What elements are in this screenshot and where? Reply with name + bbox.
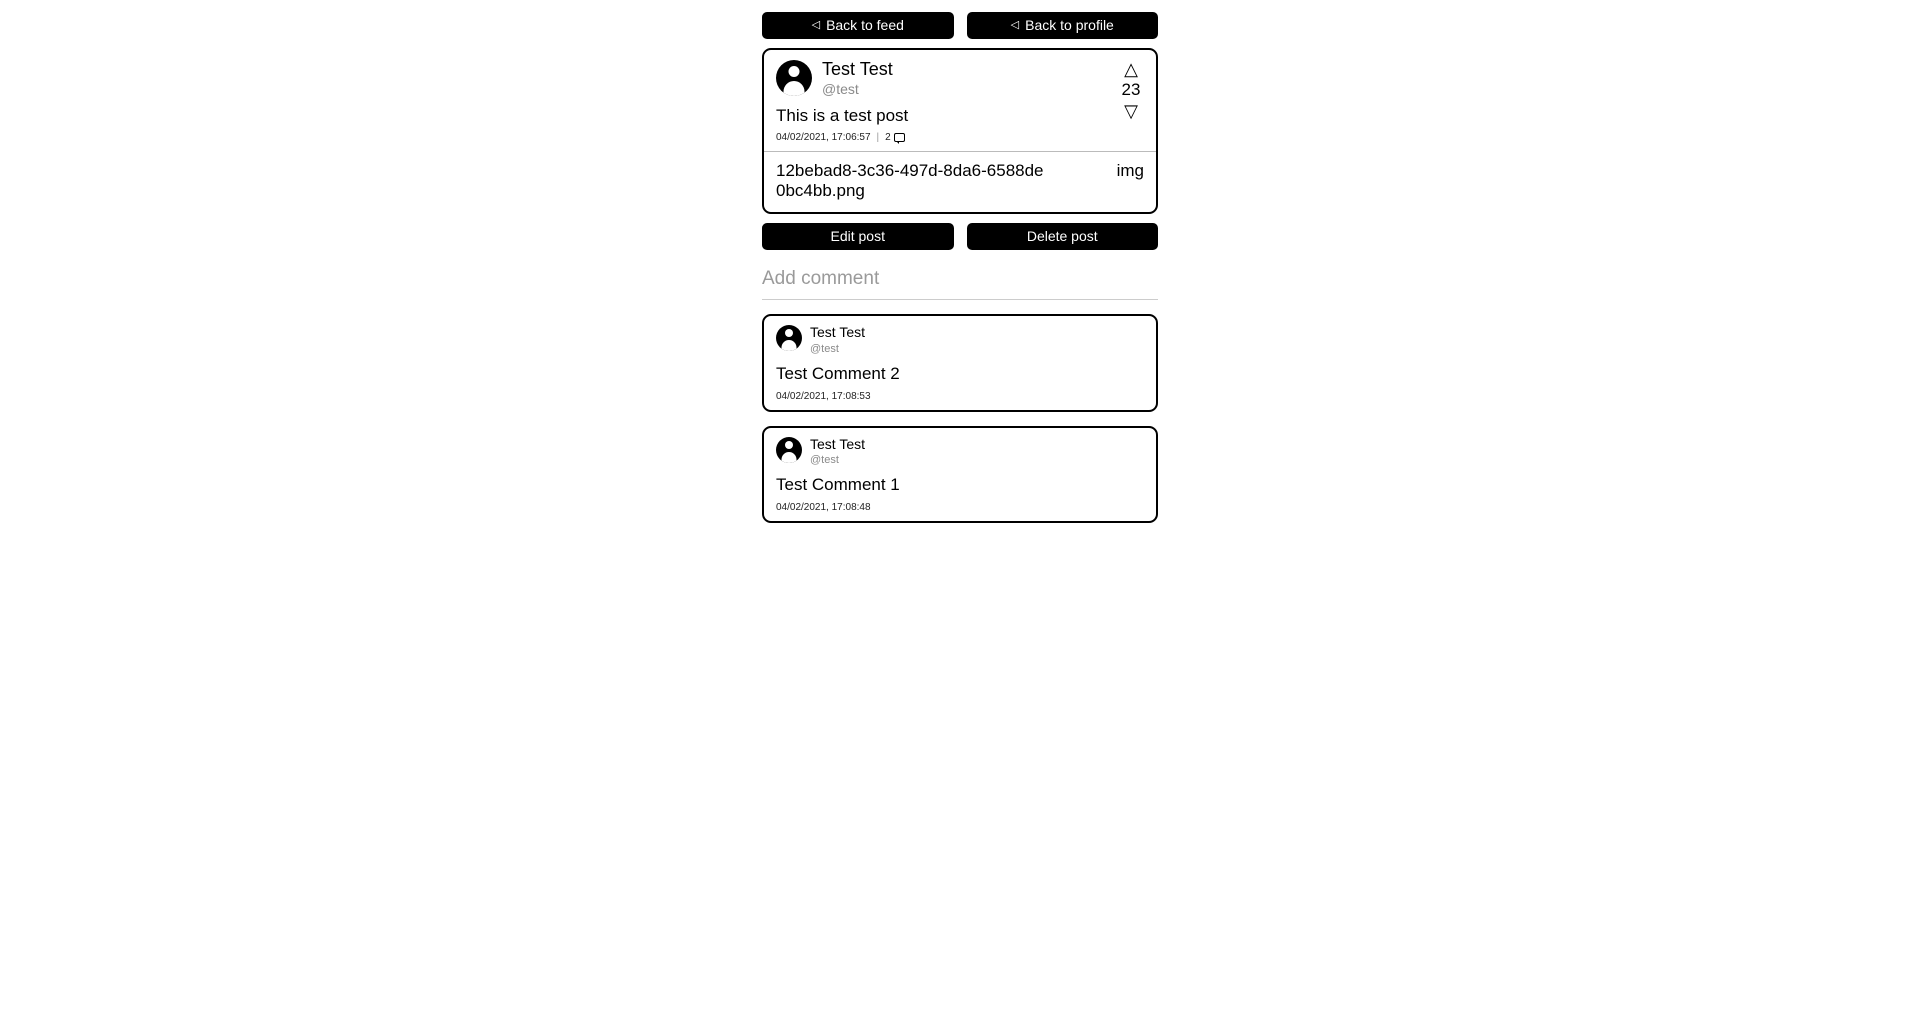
vote-column: [1116, 60, 1146, 120]
comment-body-text: Test Comment 2: [776, 363, 900, 383]
back-to-feed-label: Back to feed: [826, 17, 904, 33]
comment-author-handle: @test: [810, 454, 839, 467]
post-card: [762, 48, 1158, 214]
comment-timestamp: 04/02/2021, 17:08:48: [776, 502, 871, 514]
back-to-feed-button[interactable]: [762, 12, 954, 39]
comment-author-names: [810, 437, 865, 466]
add-comment-input[interactable]: [762, 268, 1158, 300]
comment-item: [762, 314, 1158, 411]
attachment-type-label: img: [1116, 161, 1144, 181]
comment-author-row: [776, 325, 1144, 354]
back-arrow-icon: ◁: [811, 19, 821, 31]
post-actions-row: [762, 223, 1158, 250]
delete-post-button[interactable]: Delete post: [967, 223, 1159, 250]
comment-author-row: [776, 437, 1144, 466]
post-author-row: [776, 60, 1144, 97]
comment-timestamp: 04/02/2021, 17:08:53: [776, 390, 871, 402]
post-meta: [776, 132, 1144, 143]
post-comment-count-value: 2: [885, 132, 891, 144]
attachment-file-name: 12bebad8-3c36-497d-8da6-6588de0bc4bb.png: [776, 161, 1044, 201]
post-author-names: [822, 60, 893, 97]
comment-author-handle: @test: [810, 342, 839, 355]
avatar: [776, 60, 812, 96]
post-body-text: This is a test post: [776, 106, 909, 126]
back-arrow-icon: ◁: [1010, 19, 1020, 31]
comment-item: [762, 426, 1158, 523]
comment-author-names: [810, 325, 865, 354]
comments-list: [762, 314, 1158, 523]
avatar: [776, 325, 802, 351]
back-to-profile-label: Back to profile: [1025, 17, 1114, 33]
comment-author-name: Test Test: [810, 324, 865, 341]
avatar: [776, 437, 802, 463]
meta-separator: |: [876, 132, 880, 144]
comment-author-name: Test Test: [810, 435, 865, 452]
comment-bubble-icon: [894, 133, 905, 142]
post-comment-count: [885, 132, 905, 143]
post-main: [764, 50, 1156, 152]
post-attachment-row[interactable]: [764, 152, 1156, 212]
upvote-button[interactable]: △: [1124, 59, 1138, 79]
edit-post-button[interactable]: Edit post: [762, 223, 954, 250]
post-author-name: Test Test: [822, 59, 893, 79]
vote-count: 23: [1121, 80, 1141, 99]
downvote-button[interactable]: ▽: [1124, 101, 1138, 121]
navigation-row: [762, 12, 1158, 39]
post-author-handle: @test: [822, 80, 859, 97]
comment-body-text: Test Comment 1: [776, 475, 900, 495]
post-detail-column: [762, 12, 1158, 523]
post-timestamp: 04/02/2021, 17:06:57: [776, 132, 871, 144]
back-to-profile-button[interactable]: [967, 12, 1159, 39]
